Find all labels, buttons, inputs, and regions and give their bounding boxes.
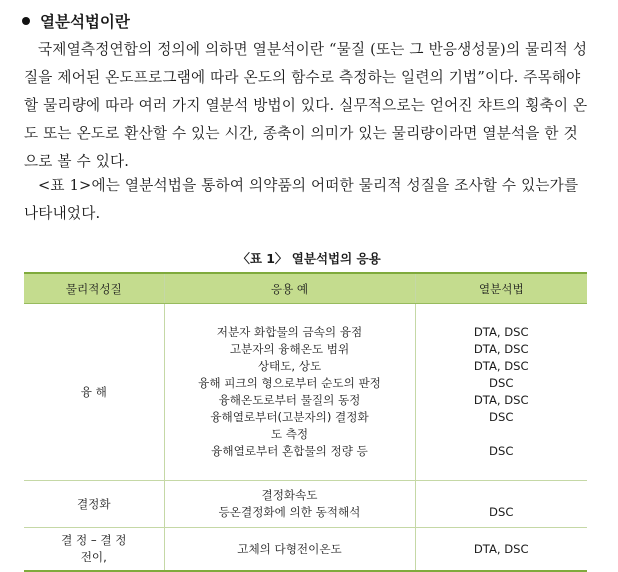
thermal-analysis-table [24,272,587,572]
table-cell-examples [164,304,415,481]
example-line: 저분자 화합물의 금속의 융점 [216,325,363,339]
paragraph-table-intro: <표 1>에는 열분석법을 통하여 의약품의 어떠한 물리적 성질을 조사할 수 있는가를 나타내었다. [24,177,579,222]
example-line: 융해온도로부터 물질의 동정 [218,393,361,407]
table-header-row [24,273,587,304]
method-line: DTA, DSC [473,393,529,407]
example-line: 고분자의 융해온도 범위 [229,342,350,356]
table-caption: 〈표 1〉 열분석법의 응용 [237,251,381,266]
method-line: DSC [489,444,514,458]
table-cell-methods: DTA, DSC [415,528,587,572]
method-line [416,487,588,504]
method-line: DSC [489,376,514,390]
method-line: DSC [489,410,514,424]
table-cell-examples: 고체의 다형전이온도 [164,528,415,572]
table-row [24,528,587,572]
section-heading [22,10,130,32]
property-line: 전이, [80,550,107,564]
table-cell-methods [415,481,587,528]
table-cell-property: 결정화 [24,481,164,528]
table-row [24,304,587,481]
table-cell-methods [415,304,587,481]
table-row [24,481,587,528]
example-line: 융해열로부터(고분자의) 결정화 [210,410,369,424]
bullet-icon [22,17,30,25]
method-line: DSC [489,505,514,519]
method-line [416,426,588,443]
example-line: 등온결정화에 의한 동적해석 [218,505,361,519]
table-header-method: 열분석법 [415,273,587,304]
property-line: 결 정 – 결 정 [61,533,127,547]
table-header-example: 응용 예 [164,273,415,304]
example-line: 결정화속도 [261,488,318,502]
table-cell-examples [164,481,415,528]
section-heading-text: 열분석법이란 [40,13,130,31]
example-line: 도 측정 [270,427,309,441]
paragraph-definition: 국제열측정연합의 정의에 의하면 열분석이란 “물질 (또는 그 반응생성물)의 물리적 성질을 제어된 온도프로그램에 따라 온도의 함수로 측정하는 일련의 기법”이다. 주목해야 할 물리량에 따라 여러 가지 열분석 방법이 있다. 실무적으로는 얻어진 챠트의 횡축이 온도 또는 온도로 환산할 수 있는 시간, 종축이 의미가 있는 물리량이라면 열분석을 한 것으로 볼 수 있다. [24,41,588,170]
table-header-property: 물리적성질 [24,273,164,304]
example-line: 상태도, 상도 [257,359,322,373]
table-cell-property [24,528,164,572]
method-line: DTA, DSC [473,359,529,373]
method-line: DTA, DSC [473,325,529,339]
example-line: 융해 피크의 형으로부터 순도의 판정 [198,376,381,390]
table-cell-property: 융 해 [24,304,164,481]
method-line: DTA, DSC [473,342,529,356]
example-line: 융해열로부터 혼합물의 정량 등 [211,444,368,458]
